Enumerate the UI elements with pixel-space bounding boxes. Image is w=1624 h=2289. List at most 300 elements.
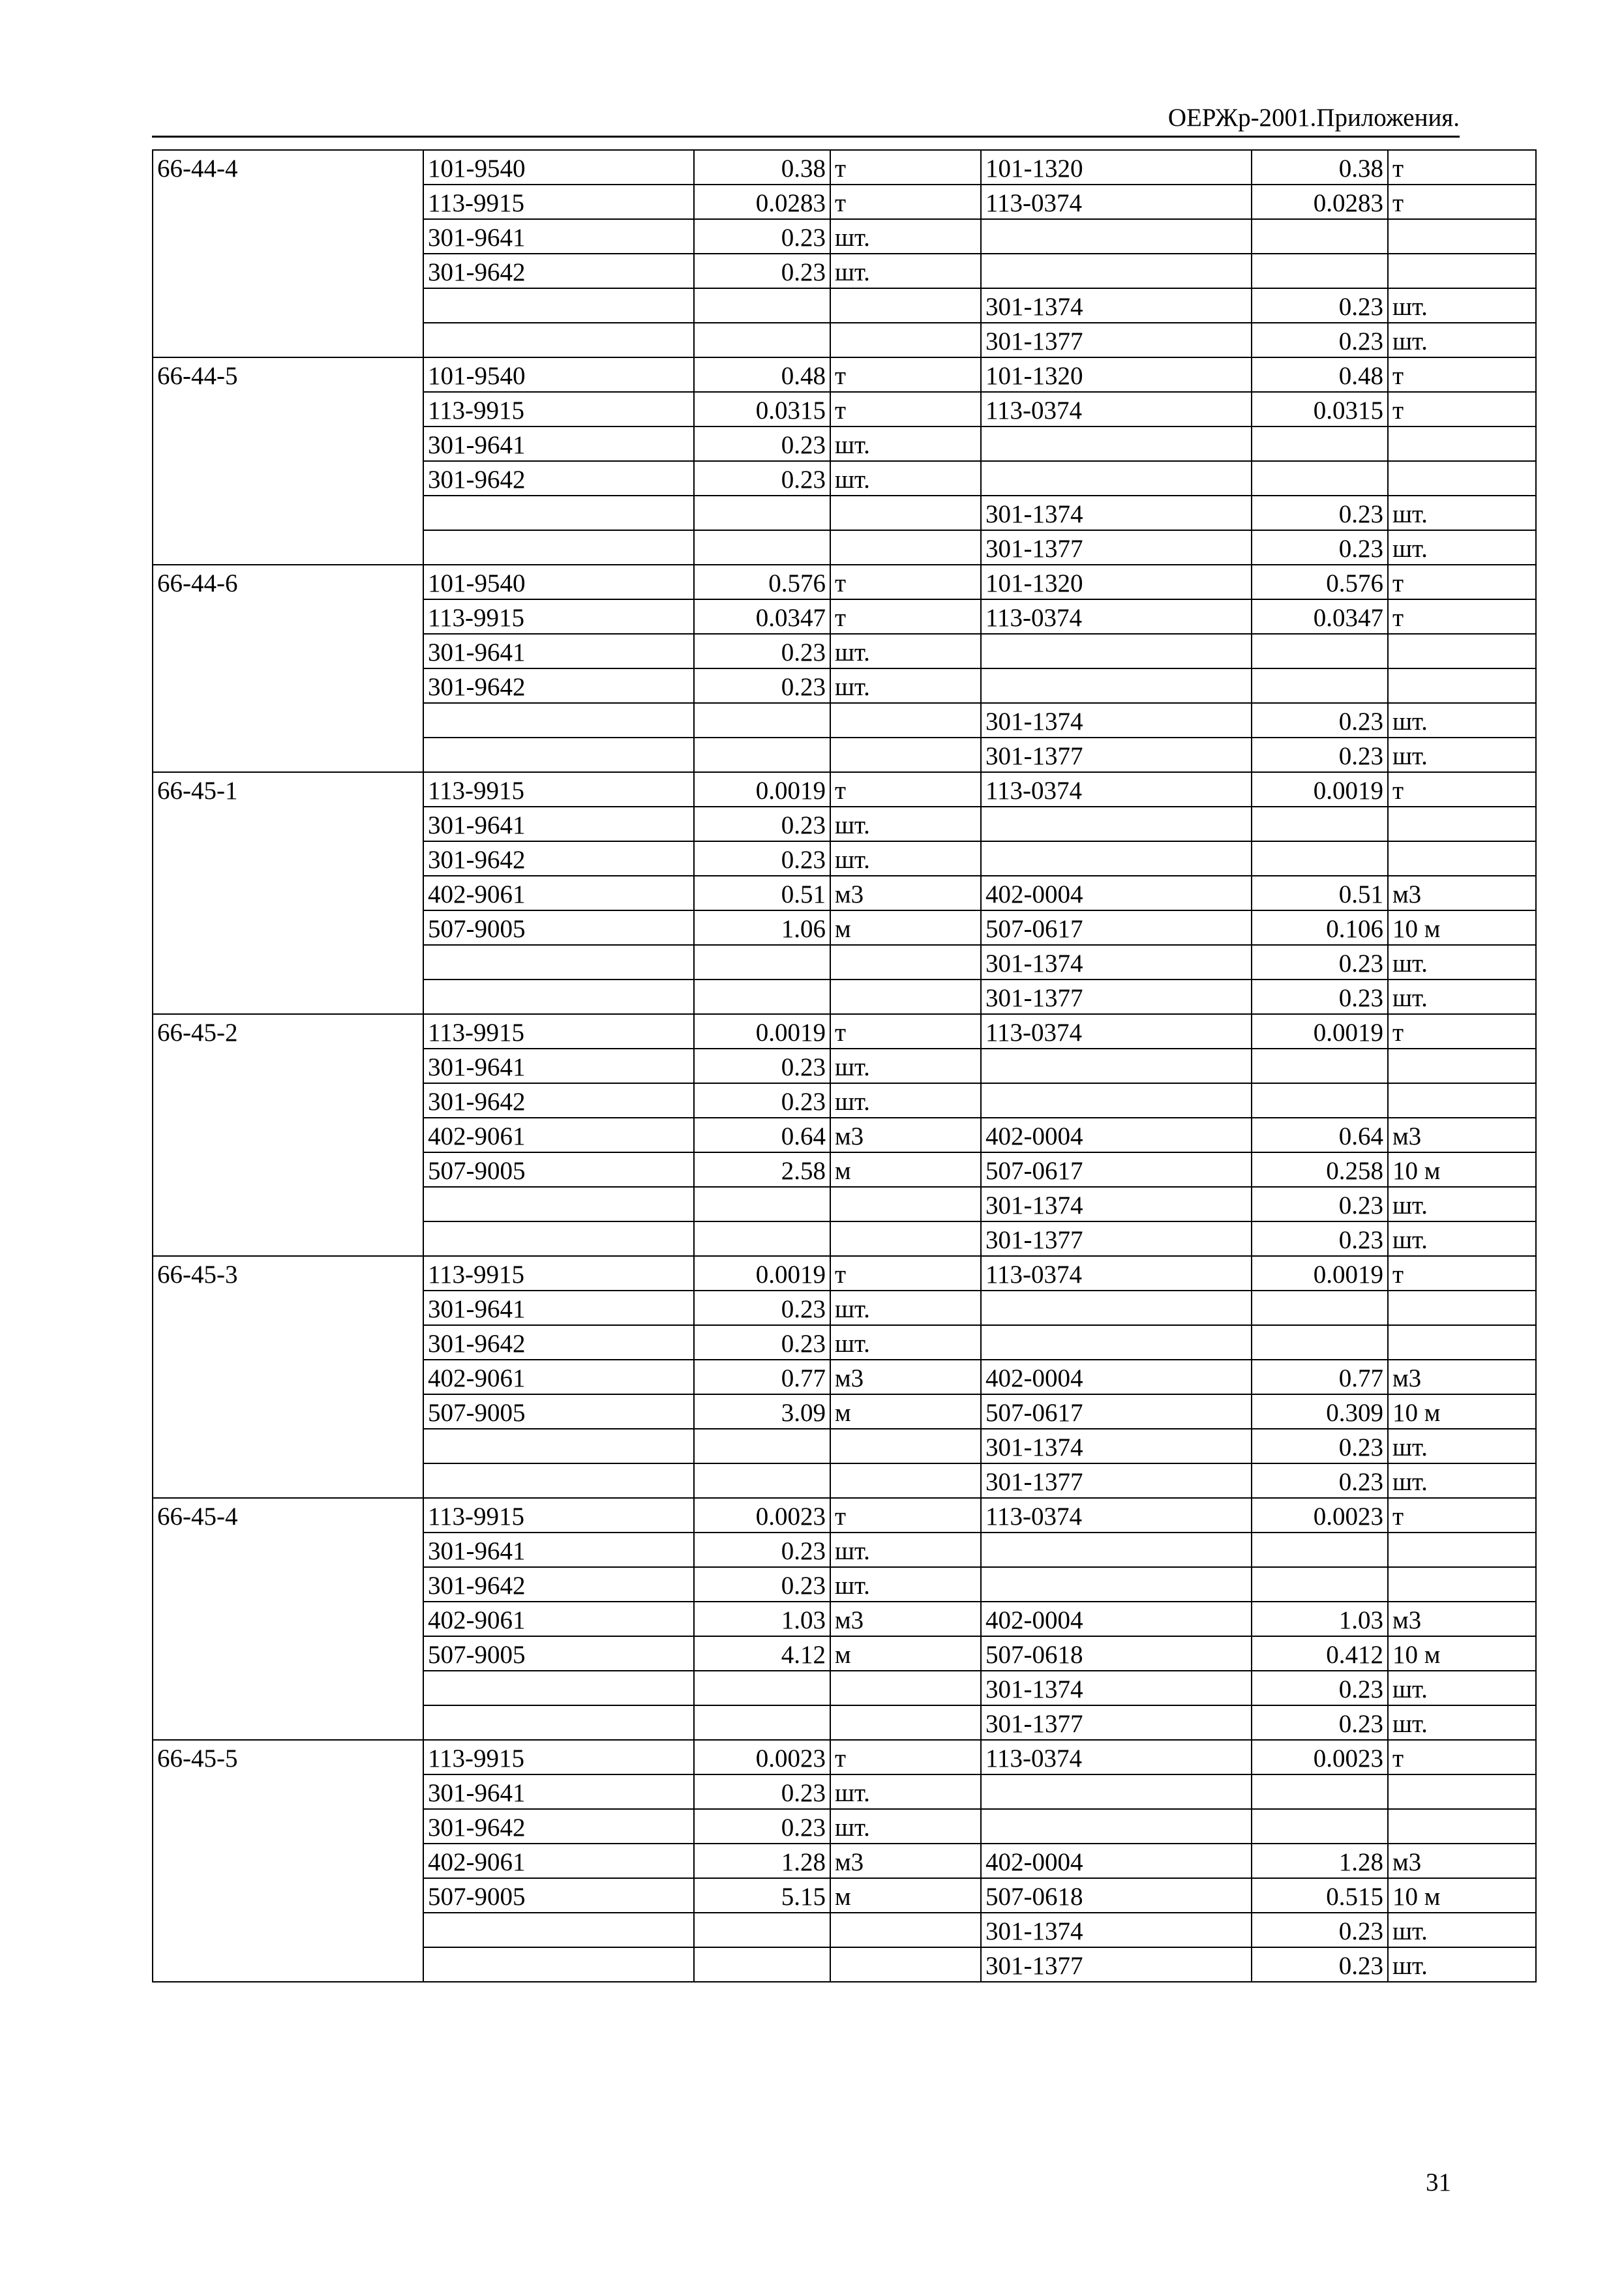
- old-qty-cell: 5.15: [694, 1878, 830, 1913]
- new-qty-cell: [1252, 1325, 1388, 1360]
- new-qty-cell: 0.576: [1252, 565, 1388, 599]
- old-unit-cell: [830, 1705, 981, 1740]
- new-unit-cell: м3: [1388, 1118, 1536, 1152]
- old-code-cell: [423, 703, 694, 738]
- new-code-cell: [981, 1325, 1252, 1360]
- new-qty-cell: 0.0315: [1252, 392, 1388, 426]
- old-unit-cell: шт.: [830, 1083, 981, 1118]
- new-qty-cell: 0.23: [1252, 1671, 1388, 1705]
- new-unit-cell: 10 м: [1388, 1878, 1536, 1913]
- new-qty-cell: 0.0019: [1252, 772, 1388, 807]
- old-code-cell: [423, 323, 694, 357]
- old-code-cell: [423, 945, 694, 980]
- new-unit-cell: т: [1388, 357, 1536, 392]
- new-code-cell: 402-0004: [981, 1602, 1252, 1636]
- new-qty-cell: 0.0283: [1252, 185, 1388, 219]
- new-qty-cell: 0.0347: [1252, 599, 1388, 634]
- old-unit-cell: т: [830, 1740, 981, 1774]
- old-qty-cell: 0.23: [694, 668, 830, 703]
- new-unit-cell: м3: [1388, 876, 1536, 910]
- old-code-cell: 507-9005: [423, 1152, 694, 1187]
- old-code-cell: [423, 1429, 694, 1463]
- old-code-cell: 301-9642: [423, 1567, 694, 1602]
- new-unit-cell: шт.: [1388, 323, 1536, 357]
- table-row: [153, 772, 1536, 807]
- new-code-cell: 402-0004: [981, 876, 1252, 910]
- old-code-cell: 113-9915: [423, 185, 694, 219]
- new-qty-cell: 0.23: [1252, 703, 1388, 738]
- old-qty-cell: 0.23: [694, 461, 830, 496]
- old-qty-cell: 0.23: [694, 1533, 830, 1567]
- old-unit-cell: [830, 530, 981, 565]
- old-code-cell: 301-9641: [423, 634, 694, 668]
- new-qty-cell: [1252, 1567, 1388, 1602]
- new-unit-cell: шт.: [1388, 1913, 1536, 1947]
- new-code-cell: [981, 1533, 1252, 1567]
- old-qty-cell: 0.0019: [694, 1256, 830, 1291]
- table-row: [153, 1256, 1536, 1291]
- old-qty-cell: 0.0019: [694, 772, 830, 807]
- table-row: [153, 357, 1536, 392]
- new-qty-cell: [1252, 1809, 1388, 1844]
- new-qty-cell: [1252, 1774, 1388, 1809]
- new-code-cell: 301-1374: [981, 703, 1252, 738]
- new-qty-cell: [1252, 254, 1388, 288]
- new-code-cell: 101-1320: [981, 150, 1252, 185]
- new-unit-cell: [1388, 1774, 1536, 1809]
- old-qty-cell: 0.23: [694, 634, 830, 668]
- old-qty-cell: 0.23: [694, 807, 830, 841]
- old-unit-cell: [830, 738, 981, 772]
- old-code-cell: 113-9915: [423, 1014, 694, 1049]
- new-code-cell: 113-0374: [981, 1014, 1252, 1049]
- new-code-cell: 301-1374: [981, 496, 1252, 530]
- old-code-cell: [423, 288, 694, 323]
- table-row: [153, 1498, 1536, 1533]
- old-qty-cell: 0.0023: [694, 1498, 830, 1533]
- new-code-cell: [981, 807, 1252, 841]
- new-qty-cell: 0.23: [1252, 1187, 1388, 1221]
- old-qty-cell: [694, 703, 830, 738]
- old-qty-cell: 0.64: [694, 1118, 830, 1152]
- old-qty-cell: 0.23: [694, 254, 830, 288]
- old-code-cell: 301-9642: [423, 841, 694, 876]
- old-unit-cell: шт.: [830, 461, 981, 496]
- new-qty-cell: 0.0019: [1252, 1256, 1388, 1291]
- new-qty-cell: [1252, 1533, 1388, 1567]
- rate-code-cell: 66-45-3: [153, 1256, 423, 1498]
- new-code-cell: [981, 254, 1252, 288]
- old-code-cell: 301-9642: [423, 254, 694, 288]
- old-qty-cell: 4.12: [694, 1636, 830, 1671]
- old-qty-cell: [694, 945, 830, 980]
- old-unit-cell: м3: [830, 876, 981, 910]
- new-unit-cell: [1388, 1325, 1536, 1360]
- new-unit-cell: шт.: [1388, 1947, 1536, 1982]
- old-code-cell: [423, 1947, 694, 1982]
- old-qty-cell: 0.23: [694, 1567, 830, 1602]
- new-qty-cell: 0.23: [1252, 1947, 1388, 1982]
- new-code-cell: 402-0004: [981, 1118, 1252, 1152]
- old-qty-cell: [694, 1913, 830, 1947]
- new-unit-cell: шт.: [1388, 1221, 1536, 1256]
- old-code-cell: 101-9540: [423, 565, 694, 599]
- new-unit-cell: шт.: [1388, 945, 1536, 980]
- new-code-cell: [981, 461, 1252, 496]
- new-code-cell: 113-0374: [981, 599, 1252, 634]
- new-unit-cell: шт.: [1388, 1705, 1536, 1740]
- new-unit-cell: [1388, 668, 1536, 703]
- old-unit-cell: т: [830, 1014, 981, 1049]
- new-qty-cell: 0.0019: [1252, 1014, 1388, 1049]
- old-code-cell: 101-9540: [423, 150, 694, 185]
- new-qty-cell: [1252, 807, 1388, 841]
- old-unit-cell: шт.: [830, 1567, 981, 1602]
- old-code-cell: 301-9642: [423, 668, 694, 703]
- new-qty-cell: 0.23: [1252, 1913, 1388, 1947]
- new-unit-cell: т: [1388, 1498, 1536, 1533]
- old-code-cell: 301-9641: [423, 1774, 694, 1809]
- new-unit-cell: т: [1388, 565, 1536, 599]
- old-unit-cell: [830, 1221, 981, 1256]
- old-code-cell: 402-9061: [423, 1360, 694, 1394]
- old-code-cell: [423, 1671, 694, 1705]
- new-code-cell: 113-0374: [981, 392, 1252, 426]
- new-code-cell: 507-0618: [981, 1878, 1252, 1913]
- new-code-cell: 301-1377: [981, 323, 1252, 357]
- new-unit-cell: шт.: [1388, 530, 1536, 565]
- new-unit-cell: 10 м: [1388, 910, 1536, 945]
- old-code-cell: 301-9642: [423, 1325, 694, 1360]
- new-code-cell: 301-1377: [981, 1947, 1252, 1982]
- old-code-cell: 301-9641: [423, 426, 694, 461]
- new-unit-cell: шт.: [1388, 496, 1536, 530]
- new-code-cell: 301-1374: [981, 1429, 1252, 1463]
- old-unit-cell: шт.: [830, 841, 981, 876]
- old-unit-cell: м: [830, 910, 981, 945]
- old-code-cell: 113-9915: [423, 1498, 694, 1533]
- old-unit-cell: шт.: [830, 426, 981, 461]
- rate-code-cell: 66-45-1: [153, 772, 423, 1014]
- old-unit-cell: м3: [830, 1602, 981, 1636]
- new-unit-cell: т: [1388, 1256, 1536, 1291]
- new-code-cell: 301-1377: [981, 1705, 1252, 1740]
- table-row: [153, 1740, 1536, 1774]
- old-qty-cell: 0.23: [694, 1325, 830, 1360]
- new-unit-cell: шт.: [1388, 1463, 1536, 1498]
- old-unit-cell: м: [830, 1394, 981, 1429]
- new-qty-cell: [1252, 219, 1388, 254]
- old-unit-cell: м3: [830, 1118, 981, 1152]
- new-unit-cell: 10 м: [1388, 1152, 1536, 1187]
- old-unit-cell: т: [830, 185, 981, 219]
- old-qty-cell: [694, 980, 830, 1014]
- new-qty-cell: 0.23: [1252, 323, 1388, 357]
- rate-code-cell: 66-45-2: [153, 1014, 423, 1256]
- new-unit-cell: [1388, 1567, 1536, 1602]
- old-unit-cell: шт.: [830, 254, 981, 288]
- new-qty-cell: 0.23: [1252, 1463, 1388, 1498]
- old-unit-cell: т: [830, 392, 981, 426]
- old-code-cell: [423, 738, 694, 772]
- new-qty-cell: 0.23: [1252, 980, 1388, 1014]
- old-qty-cell: 0.0023: [694, 1740, 830, 1774]
- old-qty-cell: 0.23: [694, 219, 830, 254]
- new-qty-cell: 0.23: [1252, 1429, 1388, 1463]
- new-qty-cell: 0.38: [1252, 150, 1388, 185]
- new-qty-cell: 0.309: [1252, 1394, 1388, 1429]
- old-qty-cell: [694, 530, 830, 565]
- new-code-cell: [981, 1083, 1252, 1118]
- old-qty-cell: [694, 323, 830, 357]
- new-code-cell: 507-0617: [981, 910, 1252, 945]
- old-code-cell: 301-9642: [423, 1809, 694, 1844]
- table-row: [153, 565, 1536, 599]
- old-code-cell: 101-9540: [423, 357, 694, 392]
- old-code-cell: 301-9641: [423, 1291, 694, 1325]
- old-code-cell: [423, 530, 694, 565]
- new-unit-cell: [1388, 1809, 1536, 1844]
- old-code-cell: 402-9061: [423, 1602, 694, 1636]
- old-code-cell: 113-9915: [423, 772, 694, 807]
- new-unit-cell: шт.: [1388, 288, 1536, 323]
- new-code-cell: [981, 426, 1252, 461]
- new-unit-cell: [1388, 807, 1536, 841]
- new-code-cell: 101-1320: [981, 357, 1252, 392]
- new-code-cell: [981, 841, 1252, 876]
- old-unit-cell: т: [830, 772, 981, 807]
- old-code-cell: 113-9915: [423, 392, 694, 426]
- new-code-cell: [981, 219, 1252, 254]
- old-unit-cell: [830, 1671, 981, 1705]
- old-qty-cell: 0.51: [694, 876, 830, 910]
- new-code-cell: [981, 668, 1252, 703]
- new-unit-cell: шт.: [1388, 1187, 1536, 1221]
- new-unit-cell: [1388, 1291, 1536, 1325]
- new-code-cell: [981, 1049, 1252, 1083]
- new-code-cell: 301-1377: [981, 1463, 1252, 1498]
- old-code-cell: 507-9005: [423, 1878, 694, 1913]
- new-code-cell: 507-0617: [981, 1394, 1252, 1429]
- new-unit-cell: шт.: [1388, 980, 1536, 1014]
- old-qty-cell: [694, 1429, 830, 1463]
- new-code-cell: 301-1374: [981, 1187, 1252, 1221]
- old-qty-cell: [694, 288, 830, 323]
- new-unit-cell: [1388, 634, 1536, 668]
- new-unit-cell: [1388, 219, 1536, 254]
- new-qty-cell: 0.77: [1252, 1360, 1388, 1394]
- old-qty-cell: 0.0347: [694, 599, 830, 634]
- new-qty-cell: 0.0023: [1252, 1740, 1388, 1774]
- new-code-cell: 507-0617: [981, 1152, 1252, 1187]
- old-qty-cell: [694, 1947, 830, 1982]
- new-code-cell: 113-0374: [981, 1498, 1252, 1533]
- new-code-cell: 101-1320: [981, 565, 1252, 599]
- new-code-cell: [981, 1809, 1252, 1844]
- old-unit-cell: шт.: [830, 1049, 981, 1083]
- old-unit-cell: шт.: [830, 1291, 981, 1325]
- old-unit-cell: шт.: [830, 219, 981, 254]
- old-code-cell: 402-9061: [423, 1118, 694, 1152]
- old-code-cell: 507-9005: [423, 1636, 694, 1671]
- old-unit-cell: [830, 1913, 981, 1947]
- old-qty-cell: [694, 738, 830, 772]
- old-unit-cell: м: [830, 1152, 981, 1187]
- old-unit-cell: шт.: [830, 807, 981, 841]
- new-qty-cell: 0.23: [1252, 288, 1388, 323]
- old-unit-cell: т: [830, 599, 981, 634]
- new-code-cell: 301-1374: [981, 945, 1252, 980]
- new-code-cell: [981, 1567, 1252, 1602]
- rate-code-cell: 66-44-5: [153, 357, 423, 565]
- new-code-cell: 402-0004: [981, 1844, 1252, 1878]
- old-unit-cell: м3: [830, 1360, 981, 1394]
- new-unit-cell: т: [1388, 150, 1536, 185]
- old-code-cell: 301-9641: [423, 219, 694, 254]
- new-code-cell: [981, 1291, 1252, 1325]
- old-qty-cell: [694, 496, 830, 530]
- old-unit-cell: шт.: [830, 668, 981, 703]
- new-qty-cell: 0.64: [1252, 1118, 1388, 1152]
- new-unit-cell: 10 м: [1388, 1636, 1536, 1671]
- old-code-cell: 507-9005: [423, 1394, 694, 1429]
- old-code-cell: [423, 1221, 694, 1256]
- old-unit-cell: [830, 1187, 981, 1221]
- resources-table: [152, 149, 1537, 1982]
- old-qty-cell: 2.58: [694, 1152, 830, 1187]
- old-unit-cell: [830, 1429, 981, 1463]
- old-qty-cell: 1.03: [694, 1602, 830, 1636]
- new-unit-cell: т: [1388, 185, 1536, 219]
- old-qty-cell: 3.09: [694, 1394, 830, 1429]
- new-code-cell: 113-0374: [981, 772, 1252, 807]
- old-code-cell: [423, 1705, 694, 1740]
- new-code-cell: 301-1374: [981, 1913, 1252, 1947]
- new-qty-cell: 0.23: [1252, 496, 1388, 530]
- header-title: ОЕРЖр-2001.Приложения.: [1167, 104, 1460, 132]
- old-unit-cell: т: [830, 357, 981, 392]
- new-code-cell: [981, 634, 1252, 668]
- old-qty-cell: 0.23: [694, 1809, 830, 1844]
- old-qty-cell: [694, 1221, 830, 1256]
- new-unit-cell: [1388, 426, 1536, 461]
- new-unit-cell: [1388, 1049, 1536, 1083]
- new-qty-cell: [1252, 668, 1388, 703]
- new-qty-cell: 0.106: [1252, 910, 1388, 945]
- old-unit-cell: [830, 288, 981, 323]
- old-code-cell: 301-9642: [423, 1083, 694, 1118]
- new-qty-cell: 1.28: [1252, 1844, 1388, 1878]
- new-unit-cell: [1388, 1533, 1536, 1567]
- old-code-cell: 301-9641: [423, 1049, 694, 1083]
- old-code-cell: 301-9641: [423, 807, 694, 841]
- old-qty-cell: 0.77: [694, 1360, 830, 1394]
- new-qty-cell: [1252, 1291, 1388, 1325]
- old-unit-cell: м: [830, 1878, 981, 1913]
- old-code-cell: 113-9915: [423, 1256, 694, 1291]
- old-qty-cell: 0.48: [694, 357, 830, 392]
- new-qty-cell: 0.0023: [1252, 1498, 1388, 1533]
- old-unit-cell: [830, 1463, 981, 1498]
- old-qty-cell: 0.23: [694, 1291, 830, 1325]
- new-unit-cell: м3: [1388, 1602, 1536, 1636]
- old-code-cell: 507-9005: [423, 910, 694, 945]
- old-unit-cell: шт.: [830, 1533, 981, 1567]
- new-code-cell: 507-0618: [981, 1636, 1252, 1671]
- old-unit-cell: т: [830, 565, 981, 599]
- old-code-cell: [423, 980, 694, 1014]
- old-unit-cell: шт.: [830, 634, 981, 668]
- new-unit-cell: шт.: [1388, 1671, 1536, 1705]
- new-qty-cell: 0.23: [1252, 738, 1388, 772]
- old-unit-cell: [830, 980, 981, 1014]
- old-code-cell: 402-9061: [423, 1844, 694, 1878]
- old-qty-cell: 0.0315: [694, 392, 830, 426]
- rate-code-cell: 66-44-4: [153, 150, 423, 357]
- old-qty-cell: 0.38: [694, 150, 830, 185]
- new-code-cell: 301-1374: [981, 288, 1252, 323]
- new-qty-cell: 0.515: [1252, 1878, 1388, 1913]
- old-unit-cell: шт.: [830, 1809, 981, 1844]
- old-qty-cell: 0.0019: [694, 1014, 830, 1049]
- page-header: [152, 97, 1460, 138]
- new-unit-cell: м3: [1388, 1844, 1536, 1878]
- new-qty-cell: [1252, 461, 1388, 496]
- new-qty-cell: 0.23: [1252, 530, 1388, 565]
- new-unit-cell: [1388, 254, 1536, 288]
- new-code-cell: 301-1377: [981, 1221, 1252, 1256]
- new-qty-cell: 0.23: [1252, 1705, 1388, 1740]
- new-qty-cell: 0.48: [1252, 357, 1388, 392]
- new-code-cell: 402-0004: [981, 1360, 1252, 1394]
- old-unit-cell: [830, 945, 981, 980]
- old-code-cell: [423, 1913, 694, 1947]
- old-unit-cell: м3: [830, 1844, 981, 1878]
- new-unit-cell: 10 м: [1388, 1394, 1536, 1429]
- new-code-cell: 301-1374: [981, 1671, 1252, 1705]
- old-qty-cell: 0.23: [694, 841, 830, 876]
- old-code-cell: [423, 496, 694, 530]
- old-qty-cell: 0.23: [694, 426, 830, 461]
- old-code-cell: 113-9915: [423, 1740, 694, 1774]
- new-code-cell: 113-0374: [981, 1740, 1252, 1774]
- old-qty-cell: 0.0283: [694, 185, 830, 219]
- new-code-cell: 301-1377: [981, 530, 1252, 565]
- old-unit-cell: т: [830, 1498, 981, 1533]
- old-qty-cell: 1.28: [694, 1844, 830, 1878]
- old-code-cell: 301-9641: [423, 1533, 694, 1567]
- new-qty-cell: 1.03: [1252, 1602, 1388, 1636]
- table-row: [153, 150, 1536, 185]
- old-unit-cell: [830, 323, 981, 357]
- old-qty-cell: [694, 1671, 830, 1705]
- old-qty-cell: 1.06: [694, 910, 830, 945]
- new-unit-cell: шт.: [1388, 1429, 1536, 1463]
- old-code-cell: 402-9061: [423, 876, 694, 910]
- new-qty-cell: 0.412: [1252, 1636, 1388, 1671]
- old-unit-cell: т: [830, 150, 981, 185]
- old-unit-cell: м: [830, 1636, 981, 1671]
- old-code-cell: 113-9915: [423, 599, 694, 634]
- old-qty-cell: 0.576: [694, 565, 830, 599]
- old-qty-cell: 0.23: [694, 1049, 830, 1083]
- old-code-cell: [423, 1463, 694, 1498]
- new-unit-cell: [1388, 1083, 1536, 1118]
- new-unit-cell: т: [1388, 1740, 1536, 1774]
- old-qty-cell: [694, 1705, 830, 1740]
- new-qty-cell: 0.23: [1252, 945, 1388, 980]
- new-unit-cell: шт.: [1388, 703, 1536, 738]
